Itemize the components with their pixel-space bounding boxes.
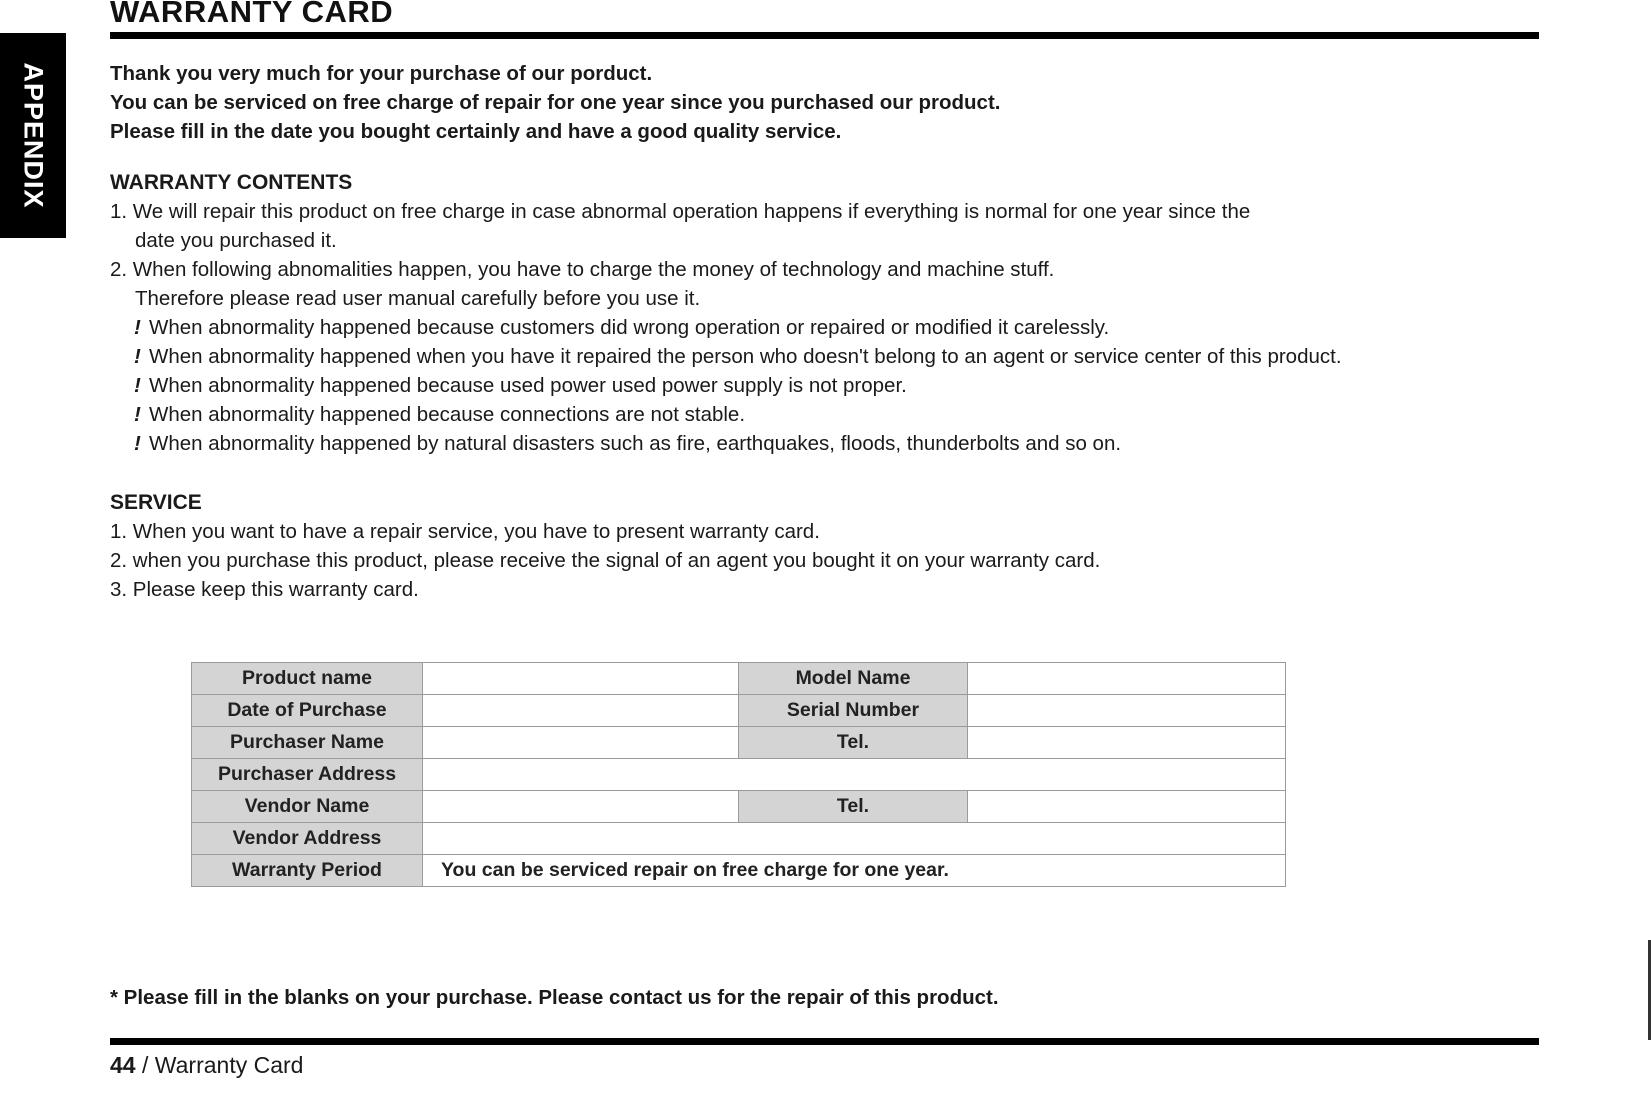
exception-item [110,313,1342,342]
service-item: 1. When you want to have a repair service, you have to present warranty card. [110,520,820,543]
warranty-item-1-line-1: 1. We will repair this product on free charge in case abnormal operation happens if everything is normal for one year since the [110,200,1251,223]
title-divider [110,32,1539,39]
exception-text: When abnormality happened because customers did wrong operation or repaired or modified it carelessly. [149,316,1110,339]
table-row [192,663,1286,695]
exclamation-icon: ! [134,374,141,397]
exception-text: When abnormality happened because connections are not stable. [149,403,746,426]
service-heading: SERVICE [110,491,202,514]
product-name-field[interactable] [423,663,739,695]
exception-item [110,429,1342,458]
table-row [192,791,1286,823]
serial-number-field[interactable] [968,695,1286,727]
exception-text: When abnormality happened because used power used power supply is not proper. [149,374,907,397]
footnote: * Please fill in the blanks on your purchase. Please contact us for the repair of this product. [110,986,999,1009]
vendor-tel-label: Tel. [739,791,968,823]
table-row [192,855,1286,887]
warranty-item-1-line-2: date you purchased it. [135,229,337,252]
date-of-purchase-field[interactable] [423,695,739,727]
intro-line: You can be serviced on free charge of repair for one year since you purchased our product. [110,91,1001,114]
footer-separator: / [135,1052,155,1078]
warranty-item-2-line-2: Therefore please read user manual carefully before you use it. [135,287,701,310]
table-row [192,759,1286,791]
footer-section-title: Warranty Card [154,1052,304,1078]
intro-paragraph [110,59,1000,146]
footer-divider [110,1038,1539,1045]
warranty-period-value: You can be serviced repair on free charge for one year. [423,855,1286,887]
warranty-item-2-line-1: 2. When following abnomalities happen, you have to charge the money of technology and machine stuff. [110,258,1055,281]
vendor-address-label: Vendor Address [192,823,423,855]
vendor-tel-field[interactable] [968,791,1286,823]
exception-item [110,371,1342,400]
purchaser-tel-label: Tel. [739,727,968,759]
date-of-purchase-label: Date of Purchase [192,695,423,727]
vendor-address-field[interactable] [423,823,1286,855]
purchaser-address-field[interactable] [423,759,1286,791]
exclamation-icon: ! [134,403,141,426]
intro-line: Thank you very much for your purchase of our porduct. [110,62,653,85]
vendor-name-field[interactable] [423,791,739,823]
purchaser-name-field[interactable] [423,727,739,759]
exception-text: When abnormality happened by natural disasters such as fire, earthquakes, floods, thunderbolts and so on. [149,432,1122,455]
exception-item [110,400,1342,429]
purchaser-tel-field[interactable] [968,727,1286,759]
table-row [192,727,1286,759]
warranty-contents-heading: WARRANTY CONTENTS [110,171,353,194]
vendor-name-label: Vendor Name [192,791,423,823]
table-row [192,695,1286,727]
table-row [192,823,1286,855]
purchaser-name-label: Purchaser Name [192,727,423,759]
appendix-label: APPENDIX [18,62,49,209]
page-number: 44 [110,1052,136,1078]
exclamation-icon: ! [134,345,141,368]
appendix-side-tab [0,33,66,238]
intro-line: Please fill in the date you bought certainly and have a good quality service. [110,120,842,143]
exclamation-icon: ! [134,316,141,339]
serial-number-label: Serial Number [739,695,968,727]
purchaser-address-label: Purchaser Address [192,759,423,791]
warranty-form-table [191,662,1286,887]
warranty-period-label: Warranty Period [192,855,423,887]
product-name-label: Product name [192,663,423,695]
warranty-contents-section [110,168,1342,458]
service-item: 3. Please keep this warranty card. [110,578,419,601]
exclamation-icon: ! [134,432,141,455]
page-title: WARRANTY CARD [110,0,394,29]
service-item: 2. when you purchase this product, please receive the signal of an agent you bought it on your warranty card. [110,549,1101,572]
page-footer [110,1052,303,1079]
model-name-label: Model Name [739,663,968,695]
model-name-field[interactable] [968,663,1286,695]
service-section [110,488,1100,604]
exception-item [110,342,1342,371]
exception-text: When abnormality happened when you have it repaired the person who doesn't belong to an agent or service center of this product. [149,345,1342,368]
